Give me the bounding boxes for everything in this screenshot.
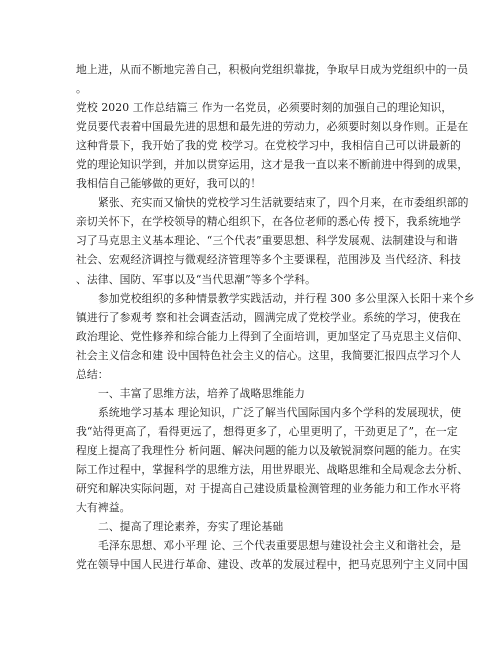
text-line: 党在领导中国人民进行革命、建设、改革的发展过程中，把马克思列宁主义同中国 bbox=[76, 558, 469, 572]
text-line: 研究和解决实际问题，对 于提高自己建设质量检测管理的业务能力和工作水平将 bbox=[76, 482, 461, 496]
text-line: 社会主义信念和建 设中国特色社会主义的信心。这里，我简要汇报四点学习个人 bbox=[76, 348, 461, 362]
text-line: 亲切关怀下，在学校领导的精心组织下，在各位老师的悉心传 授下，我系统地学 bbox=[76, 215, 461, 229]
text-line: 、法律、国防、军事以及“当代思潮”等多个学科。 bbox=[76, 272, 317, 286]
text-line: 镇进行了参观考 察和社会调查活动，圆满完成了党校学业。系统的学习，使我在 bbox=[76, 310, 461, 324]
text-line: 我相信自己能够做的更好，我可以的！ bbox=[76, 177, 262, 191]
text-line: 地上进，从而不断地完善自己，积极向党组织靠拢，争取早日成为党组织中的一员 bbox=[76, 63, 469, 76]
text-line: 党校 2020 工作总结篇三 作为一名党员，必须要时刻的加强自己的理论知识， bbox=[76, 101, 453, 115]
text-line: 系统地学习基本 理论知识，广泛了解当代国际国内多个学科的发展现状，使 bbox=[98, 405, 462, 419]
text-line: 。 bbox=[76, 82, 87, 96]
text-line: 一、丰富了思维方法，培养了战略思维能力 bbox=[98, 386, 306, 400]
text-line: 二、提高了理论素养，夯实了理论基础 bbox=[98, 520, 284, 534]
text-line: 际工作过程中，掌握科学的思维方法，用世界眼光、战略思维和全局观念去分析、 bbox=[76, 462, 469, 476]
text-line: 政治理论、党性修养和综合能力上得到了全面培训，更加坚定了马克思主义信仰、 bbox=[76, 329, 469, 343]
text-line: 大有裨益。 bbox=[76, 501, 131, 515]
text-line: 党的理论知识学到，并加以贯穿运用，这才是我一直以来不断前进中得到的成果， bbox=[76, 158, 469, 172]
text-line: 毛泽东思想、邓小平理 论、三个代表重要思想与建设社会主义和谐社会，是 bbox=[98, 539, 462, 553]
text-line: 程度上提高了我理性分 析问题、解决问题的能力以及敏锐洞察问题的能力。在实 bbox=[76, 443, 461, 457]
text-line: 紧张、充实而又愉快的党校学习生活就要结束了，四个月来，在市委组织部的 bbox=[98, 196, 469, 210]
text-line: 党员要代表着中国最先进的思想和最先进的劳动力，必须要时刻以身作则。正是在 bbox=[76, 120, 469, 134]
text-line: 总结： bbox=[76, 367, 109, 381]
text-line: 我“站得更高了，看得更远了，想得更多了，心里更明了，干劲更足了”，在一定 bbox=[76, 424, 458, 438]
text-line: 这种背景下，我开始了我的党 校学习。在党校学习中，我相信自己可以讲最新的 bbox=[76, 139, 461, 153]
text-line: 习了马克思主义基本理论、“三个代表”重要思想、科学发展观、法制建设与和谐 bbox=[76, 234, 458, 248]
document-page bbox=[76, 60, 475, 574]
text-line: 社会、宏观经济调控与微观经济管理等多个主要课程，范围涉及 当代经济、科技 bbox=[76, 253, 461, 267]
text-line: 参加党校组织的多种情景教学实践活动，并行程 300 多公里深入长阳十来个乡 bbox=[98, 291, 475, 305]
